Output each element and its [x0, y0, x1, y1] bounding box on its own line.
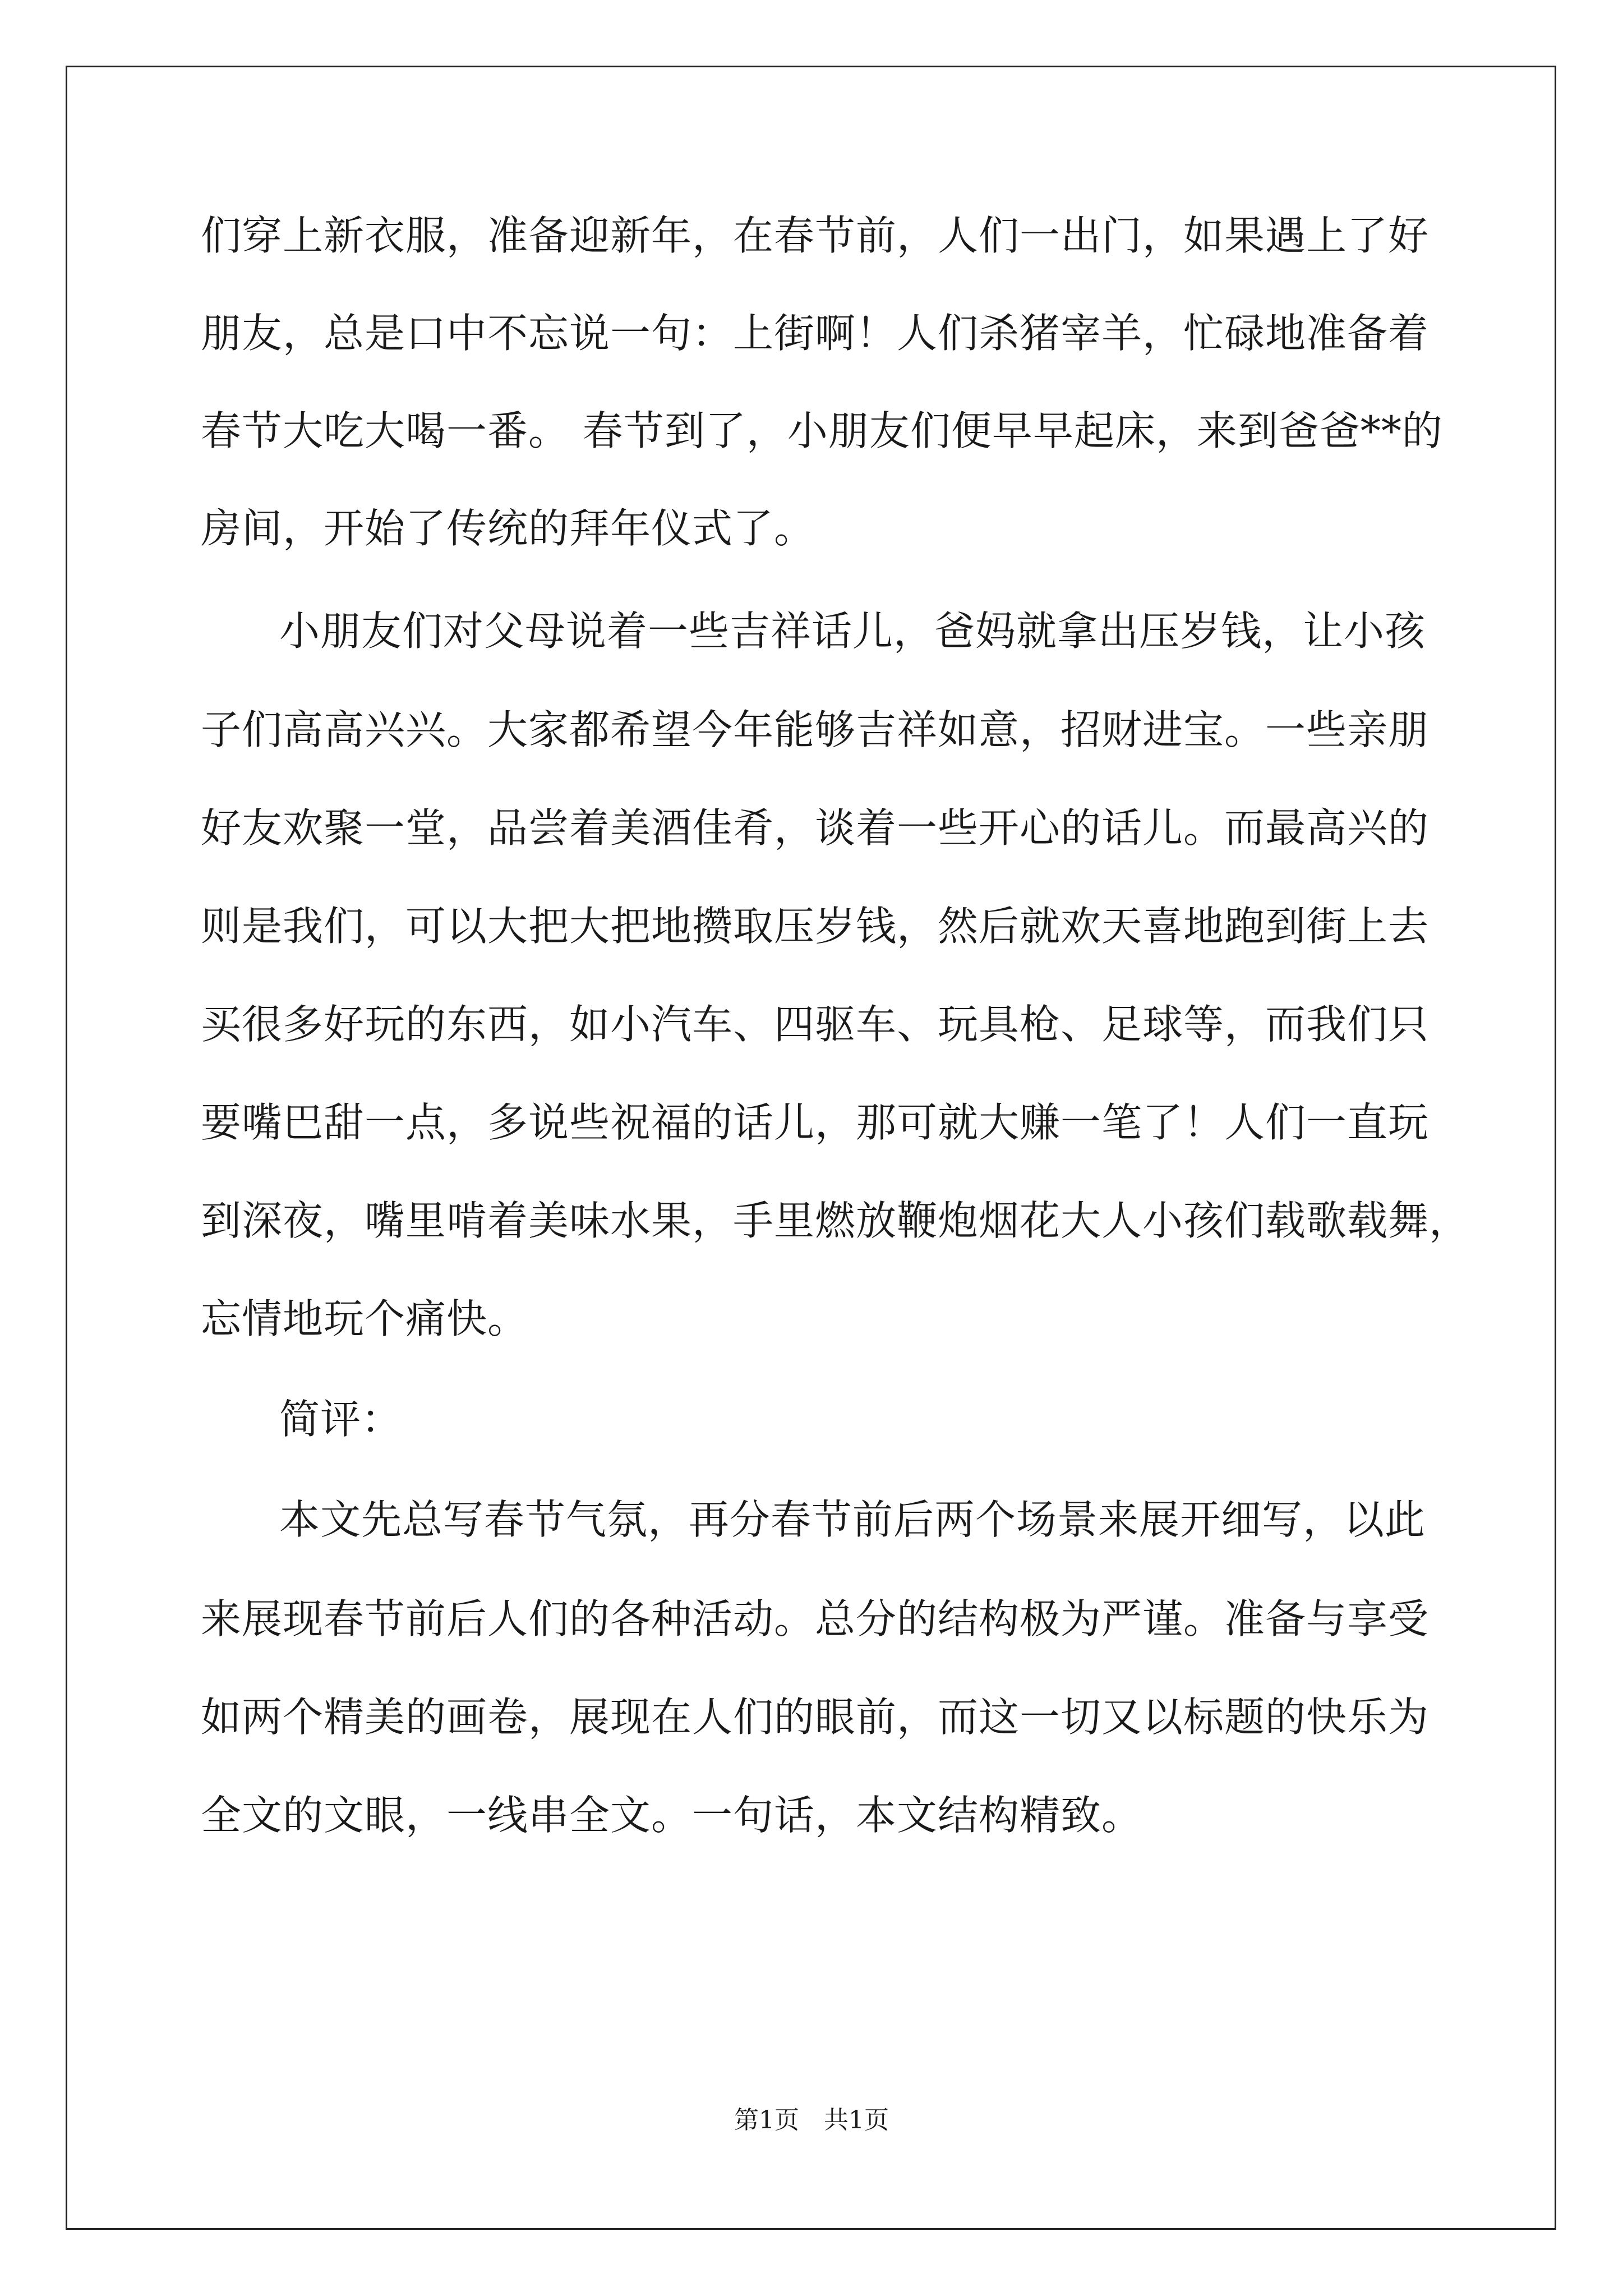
text-line: 春节大吃大喝一番。 春节到了，小朋友们便早早起床，来到爸爸**的: [201, 407, 1443, 454]
text-line: 子们高高兴兴。大家都希望今年能够吉祥如意，招财进宝。一些亲朋: [201, 706, 1430, 753]
text-line: 来展现春节前后人们的各种活动。总分的结构极为严谨。准备与享受: [201, 1595, 1430, 1642]
section-heading: 简评：: [279, 1396, 403, 1443]
page-footer: 第1页 共1页: [734, 2106, 889, 2134]
page-border: [66, 66, 1556, 2230]
text-line: 如两个精美的画卷，展现在人们的眼前，而这一切又以标题的快乐为: [201, 1694, 1430, 1741]
text-line: 本文先总写春节气氛，再分春节前后两个场景来展开细写，以此: [279, 1496, 1426, 1543]
text-line: 买很多好玩的东西，如小汽车、四驱车、玩具枪、足球等，而我们只: [201, 1001, 1430, 1048]
text-line: 们穿上新衣服，准备迎新年，在春节前，人们一出门，如果遇上了好: [201, 212, 1430, 259]
text-line: 小朋友们对父母说着一些吉祥话儿，爸妈就拿出压岁钱，让小孩: [279, 608, 1426, 655]
text-line: 忘情地玩个痛快。: [201, 1295, 529, 1342]
text-line: 好友欢聚一堂，品尝着美酒佳肴，谈着一些开心的话儿。而最高兴的: [201, 804, 1430, 852]
text-line: 房间，开始了传统的拜年仪式了。: [201, 505, 815, 552]
text-line: 要嘴巴甜一点，多说些祝福的话儿，那可就大赚一笔了！人们一直玩: [201, 1099, 1430, 1146]
text-line: 全文的文眼，一线串全文。一句话，本文结构精致。: [201, 1792, 1143, 1839]
text-line: 到深夜，嘴里啃着美味水果，手里燃放鞭炮烟花大人小孩们载歌载舞，: [201, 1197, 1470, 1244]
text-line: 则是我们，可以大把大把地攒取压岁钱，然后就欢天喜地跑到街上去: [201, 903, 1430, 950]
text-line: 朋友，总是口中不忘说一句：上街啊！人们杀猪宰羊，忙碌地准备着: [201, 310, 1430, 357]
